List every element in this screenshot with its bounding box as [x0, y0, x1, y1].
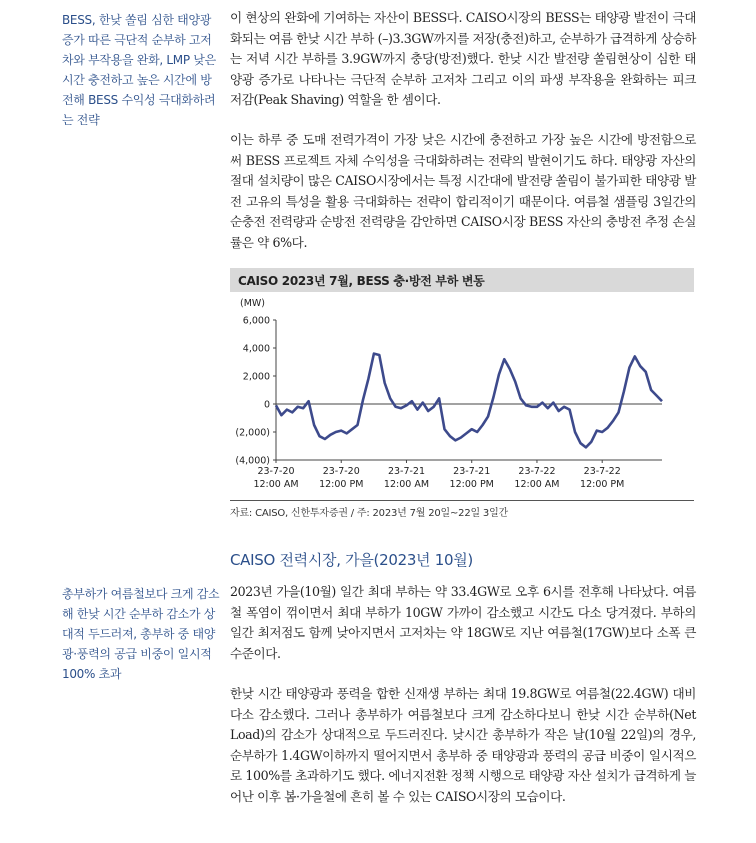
series-line-bess: [276, 354, 662, 448]
paragraph-2: 이는 하루 중 도매 전력가격이 가장 낮은 시간에 충전하고 가장 높은 시간에 방전함으로써 BESS 프로젝트 자체 수익성을 극대화하려는 전략의 발현이기도 하다. 태양광 자산의 절대 설치량이 많은 CAISO시장에서는 특정 시간대에 발전량 쏠림이 불가피한 태양광 발전 고유의 특성을 활용 극대화하는 전략이 합리적이기 때문이다. 여름철 샘플링 3일간의 순충전 전력량과 순방전 전력량을 감안하면 CAISO시장 BESS 자산의 충방전 추정 손실률은 약 6%다.: [230, 132, 696, 250]
chart-bottom-rule: [230, 500, 694, 501]
chart-title: CAISO 2023년 7월, BESS 충·방전 부하 변동: [238, 274, 485, 288]
sidebar-note-bess: [62, 10, 220, 130]
paragraph-bess-strategy: [230, 130, 696, 253]
x-tick-label-time: 12:00 AM: [514, 479, 560, 490]
x-tick-label-date: 23-7-22: [518, 466, 556, 477]
bess-line-chart: [230, 292, 694, 498]
x-tick-label-date: 23-7-20: [322, 466, 360, 477]
paragraph-autumn-load: [230, 582, 696, 664]
x-tick-label-date: 23-7-21: [453, 466, 491, 477]
y-tick-label: 0: [263, 399, 270, 411]
y-tick-label: (2,000): [235, 427, 270, 439]
sidebar-note-bess-text: BESS, 한낮 쏠림 심한 태양광 증가 따른 극단적 순부하 고저차와 부작용을 완화, LMP 낮은 시간 충전하고 높은 시간에 방전해 BESS 수익성 극대화하려는 전략: [62, 13, 216, 127]
y-tick-label: 4,000: [242, 343, 270, 355]
chart-layer: [235, 298, 662, 490]
x-tick-label-date: 23-7-21: [387, 466, 426, 477]
chart-title-bar: [230, 268, 694, 292]
section-title: CAISO 전력시장, 가을(2023년 10월): [230, 551, 473, 569]
chart-source: 자료: CAISO, 신한투자증권 / 주: 2023년 7월 20일~22일 3일간: [230, 508, 509, 519]
x-tick-label-time: 12:00 AM: [253, 479, 299, 490]
sidebar-note-autumn-text: 총부하가 여름철보다 크게 감소해 한낮 시간 순부하 감소가 상대적 두드러져, 총부하 중 태양광·풍력의 공급 비중이 일시적 100% 초과: [62, 587, 220, 681]
paragraph-4: 한낮 시간 태양광과 풍력을 합한 신재생 부하는 최대 19.8GW로 여름철(22.4GW) 대비 다소 감소했다. 그러나 총부하가 여름철보다 크게 감소하다보니 한낮 시간 순부하(Net Load)의 감소가 상대적으로 두드러진다. 낮시간 총부하가 작은 날(10월 22일)의 경우, 순부하가 1.4GW이하까지 떨어지면서 총부하 중 태양광과 풍력의 공급 비중이 일시적으로 100%를 초과하기도 했다. 에너지전환 정책 시행으로 태양광 자산 설치가 급격하게 늘어난 이후 봄·가을철에 흔히 볼 수 있는 CAISO시장의 모습이다.: [230, 686, 696, 804]
x-tick-label-time: 12:00 PM: [319, 479, 364, 490]
paragraph-renewable-share: [230, 684, 696, 807]
y-unit-label: (MW): [240, 298, 266, 309]
x-tick-label-date: 23-7-20: [257, 466, 295, 477]
x-tick-label-time: 12:00 PM: [580, 479, 625, 490]
x-tick-label-time: 12:00 PM: [449, 479, 494, 490]
paragraph-bess-role: [230, 8, 696, 111]
y-tick-label: 6,000: [242, 315, 270, 327]
y-tick-label: 2,000: [242, 371, 270, 383]
x-tick-label-time: 12:00 AM: [383, 479, 430, 490]
x-tick-label-date: 23-7-22: [583, 466, 621, 477]
paragraph-1: 이 현상의 완화에 기여하는 자산이 BESS다. CAISO시장의 BESS는 태양광 발전이 극대화되는 여름 한낮 시간 부하 (–)3.3GW까지를 저장(충전)하고, 순부하가 급격하게 상승하는 저녁 시간 부하를 3.9GW까지 충당(방전)했다. 한낮 시간 발전량 쏠림현상이 심한 태양광 증가로 나타나는 극단적 순부하 고저차 그리고 이의 파생 부작용을 완화하는 피크 저감(Peak Shaving) 역할을 한 셈이다.: [230, 10, 696, 107]
sidebar-note-autumn: [62, 584, 220, 684]
paragraph-3: 2023년 가을(10월) 일간 최대 부하는 약 33.4GW로 오후 6시를 전후해 나타났다. 여름철 폭염이 꺾이면서 최대 부하가 10GW 가까이 감소했고 시간도 다소 당겨졌다. 부하의 일간 최저점도 함께 낮아지면서 고저차는 약 18GW로 지난 여름철(17GW)보다 소폭 큰 수준이다.: [230, 584, 696, 661]
y-tick-label: (4,000): [235, 455, 270, 467]
